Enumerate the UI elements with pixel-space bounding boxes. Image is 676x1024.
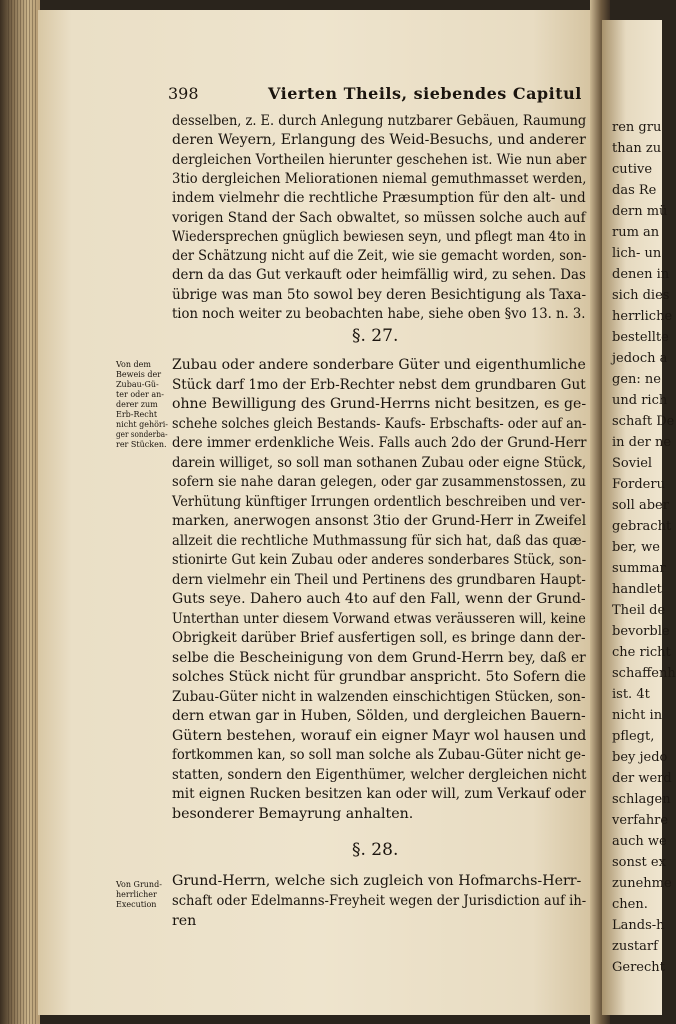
facing-page-line: nicht in: [612, 708, 663, 723]
text-line: dern vielmehr ein Theil und Pertinens des grundbaren Haupt-: [172, 571, 586, 588]
margin-note-line: Execution: [116, 900, 157, 909]
running-title: Vierten Theils, siebendes Capitul: [268, 84, 582, 103]
facing-page-line: jedoch a: [612, 351, 668, 366]
facing-page-line: Soviel: [612, 456, 653, 471]
facing-page-line: zustarf: [612, 939, 658, 954]
text-line: vorigen Stand der Sach obwaltet, so müssen solche auch auf: [172, 209, 586, 226]
facing-page-line: ren gru: [612, 120, 662, 135]
text-line: Grund-Herrn, welche sich zugleich von Hofmarchs-Herr-: [172, 873, 582, 889]
text-line: allzeit die rechtliche Muthmassung für sich hat, daß das quæ-: [172, 532, 587, 549]
facing-page-line: gebracht: [612, 519, 672, 534]
text-line: marken, anerwogen ansonst 3tio der Grund-Herr in Zweifel: [172, 513, 587, 529]
text-line: Zubau-Güter nicht in walzenden einschichtigen Stücken, son-: [172, 688, 586, 705]
facing-page-line: sich dies: [612, 288, 670, 303]
text-line: solches Stück nicht für grundbar anspricht. 5to Sofern die: [172, 669, 587, 685]
text-line: schehe solches gleich Bestands- Kaufs- Erbschafts- oder auf an-: [172, 415, 587, 432]
margin-note-line: Zubau-Gü-: [116, 380, 159, 389]
margin-note-line: ter oder an-: [116, 390, 164, 399]
facing-page-line: gen: ne: [612, 372, 661, 387]
facing-page-line: Lands-h: [612, 918, 665, 933]
facing-page-line: che richt: [612, 645, 671, 660]
text-line: mit eignen Rucken besitzen kan oder will, zum Verkauf oder: [172, 786, 586, 802]
facing-page-line: summar: [612, 561, 666, 576]
facing-page-line: herrliche: [612, 309, 673, 324]
facing-page-line: das Re: [612, 183, 657, 198]
text-line: Verhütung künftiger Irrungen ordentlich beschreiben und ver-: [172, 493, 586, 510]
text-line: fortkommen kan, so soll man solche als Zubau-Güter nicht ge-: [172, 747, 586, 763]
margin-note-line: rer Stücken.: [116, 440, 167, 449]
margin-note-line: derer zum: [116, 400, 158, 409]
facing-page-line: dern mü: [612, 204, 668, 219]
text-line: Zubau oder andere sonderbare Güter und eigenthumliche: [172, 357, 586, 373]
text-line: statten, sondern den Eigenthümer, welcher dergleichen nicht: [172, 766, 587, 783]
text-line: selbe die Bescheinigung von dem Grund-Herrn bey, daß er: [172, 649, 586, 666]
text-line: dern etwan gar in Huben, Sölden, und dergleichen Bauern-: [172, 708, 586, 724]
facing-page-line: schaft De: [612, 414, 675, 429]
facing-page-line: bevorble: [612, 624, 670, 639]
facing-page-line: ber, we: [612, 540, 660, 555]
text-line: 3tio dergleichen Meliorationen niemal gemuthmasset werden,: [172, 170, 587, 187]
facing-page-line: schaffenh: [612, 666, 676, 681]
page-edges: [8, 0, 38, 1024]
text-line: besonderer Bemayrung anhalten.: [172, 805, 414, 822]
text-line: ren: [172, 913, 197, 929]
text-line: der Schätzung nicht auf die Zeit, wie sie gemacht worden, son-: [172, 248, 587, 265]
facing-page-line: ist. 4t: [612, 687, 650, 702]
page-header: [168, 84, 588, 106]
text-line: ohne Bewilligung des Grund-Herrns nicht besitzen, es ge-: [172, 396, 587, 412]
text-line: Obrigkeit darüber Brief ausfertigen soll, es bringe dann der-: [172, 630, 586, 646]
facing-page-line: auch we: [612, 834, 667, 849]
facing-page-line: chen.: [612, 897, 648, 912]
facing-page-line: sonst ex: [612, 855, 666, 870]
page-number: 398: [168, 84, 199, 103]
margin-note-line: Erb-Recht: [116, 410, 158, 419]
facing-page-line: rum an: [612, 225, 660, 240]
margin-note-line: ger sonderba-: [116, 430, 168, 439]
text-line: desselben, z. E. durch Anlegung nutzbarer Gebäuen, Raumung: [172, 113, 587, 129]
facing-page-line: handlet: [612, 582, 662, 597]
section-28-heading: §. 28.: [352, 840, 399, 860]
facing-page-line: pflegt,: [612, 729, 655, 744]
margin-note-line: Von dem: [116, 360, 151, 369]
facing-page-line: Theil de: [612, 603, 666, 618]
facing-page-line: denen in: [612, 267, 670, 282]
section-27-heading: §. 27.: [352, 326, 399, 346]
margin-note-line: Von Grund-: [116, 880, 162, 889]
text-line: Wiedersprechen gnüglich bewiesen seyn, und pflegt man 4to in: [172, 228, 587, 245]
facing-page-line: schlagen: [612, 792, 671, 807]
text-line: dern da das Gut verkauft oder heimfällig wird, zu sehen. Das: [172, 267, 586, 284]
facing-page-line: soll aber: [612, 498, 669, 513]
facing-page-line: than zu: [612, 141, 662, 156]
facing-page-line: Gerecht: [612, 960, 665, 975]
facing-page-line: cutive: [612, 162, 653, 177]
text-line: Unterthan unter diesem Vorwand etwas veräusseren will, keine: [172, 610, 586, 627]
text-line: schaft oder Edelmanns-Freyheit wegen der Jurisdiction auf ih-: [172, 893, 587, 909]
facing-page-line: bey jedo: [612, 750, 668, 765]
text-line: dergleichen Vortheilen hierunter geschehen ist. Wie nun aber: [172, 151, 587, 168]
facing-page-line: zunehme: [612, 876, 672, 891]
text-line: übrige was man 5to sowol bey deren Besichtigung als Taxa-: [172, 286, 587, 303]
facing-page-line: in der ne: [612, 435, 672, 450]
text-line: Guts seye. Dahero auch 4to auf den Fall, wenn der Grund-: [172, 591, 586, 607]
text-line: indem vielmehr die rechtliche Præsumption für den alt- und: [172, 190, 586, 207]
text-line: dere immer erdenkliche Weis. Falls auch 2do der Grund-Herr: [172, 435, 587, 451]
margin-note-line: nicht gehöri-: [116, 420, 169, 429]
text-line: Stück darf 1mo der Erb-Rechter nebst dem grundbaren Gut: [172, 376, 586, 393]
facing-page-line: lich- un: [612, 246, 662, 261]
text-line: Gütern bestehen, worauf ein eigner Mayr wol hausen und: [172, 727, 587, 744]
facing-page-line: verfahre: [612, 813, 669, 828]
text-line: stionirte Gut kein Zubau oder anderes sonderbares Stück, son-: [172, 552, 587, 568]
text-line: tion noch weiter zu beobachten habe, siehe oben §vo 13. n. 3.: [172, 306, 586, 322]
margin-note-line: herrlicher: [116, 890, 157, 899]
text-line: deren Weyern, Erlangung des Weid-Besuchs, und anderer: [172, 132, 586, 149]
facing-page-line: Forderu: [612, 477, 665, 492]
right-page: [602, 20, 676, 1015]
margin-note-line: Beweis der: [116, 370, 162, 379]
text-line: darein williget, so soll man sothanen Zubau oder eigne Stück,: [172, 454, 587, 471]
facing-page-line: bestellte: [612, 330, 669, 345]
facing-page-line: und rich: [612, 393, 668, 408]
facing-page-line: der werd: [612, 771, 672, 786]
text-line: sofern sie nahe daran gelegen, oder gar zusammenstossen, zu: [172, 474, 586, 490]
